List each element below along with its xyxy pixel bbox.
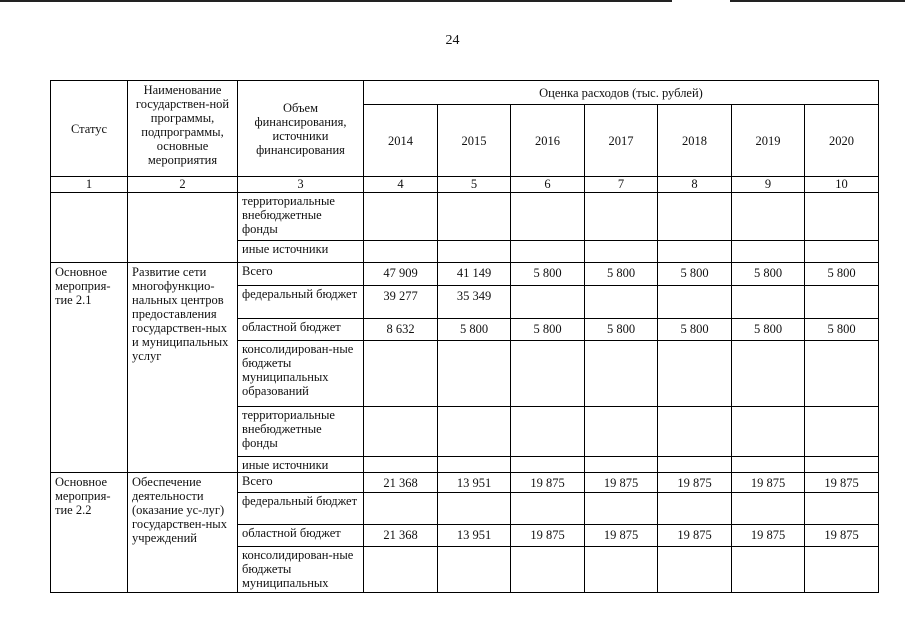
column-index: 3 bbox=[238, 177, 364, 193]
value-cell: 19 875 bbox=[732, 473, 805, 493]
value-cell: 5 800 bbox=[438, 319, 511, 341]
value-cell bbox=[658, 341, 732, 407]
value-cell: 19 875 bbox=[585, 473, 658, 493]
source-cell: иные источники bbox=[238, 241, 364, 263]
source-cell: территориальные внебюджетные фонды bbox=[238, 193, 364, 241]
value-cell bbox=[805, 493, 879, 525]
header-year: 2019 bbox=[732, 105, 805, 177]
value-cell bbox=[732, 493, 805, 525]
column-index: 4 bbox=[364, 177, 438, 193]
value-cell bbox=[585, 286, 658, 319]
value-cell bbox=[805, 341, 879, 407]
measure-status: Основное мероприя-тие 2.1 bbox=[51, 263, 128, 473]
value-cell: 5 800 bbox=[732, 263, 805, 286]
value-cell: 19 875 bbox=[732, 525, 805, 547]
column-index: 5 bbox=[438, 177, 511, 193]
value-cell: 21 368 bbox=[364, 525, 438, 547]
value-cell bbox=[511, 286, 585, 319]
value-cell: 13 951 bbox=[438, 473, 511, 493]
value-cell: 21 368 bbox=[364, 473, 438, 493]
header-volume: Объем финансирования, источники финансирования bbox=[238, 81, 364, 177]
value-cell bbox=[585, 193, 658, 241]
table-row bbox=[51, 193, 879, 241]
value-cell bbox=[585, 341, 658, 407]
value-cell bbox=[364, 193, 438, 241]
value-cell bbox=[658, 241, 732, 263]
value-cell: 39 277 bbox=[364, 286, 438, 319]
source-cell: Всего bbox=[238, 473, 364, 493]
value-cell bbox=[438, 407, 511, 457]
header-year: 2016 bbox=[511, 105, 585, 177]
value-cell: 47 909 bbox=[364, 263, 438, 286]
column-index: 10 bbox=[805, 177, 879, 193]
value-cell bbox=[438, 493, 511, 525]
value-cell: 8 632 bbox=[364, 319, 438, 341]
source-cell: Всего bbox=[238, 263, 364, 286]
header-cost-group: Оценка расходов (тыс. рублей) bbox=[364, 81, 879, 105]
header-year: 2017 bbox=[585, 105, 658, 177]
source-cell: областной бюджет bbox=[238, 319, 364, 341]
source-cell: федеральный бюджет bbox=[238, 286, 364, 319]
column-index: 7 bbox=[585, 177, 658, 193]
top-rule-left bbox=[0, 0, 672, 2]
value-cell bbox=[364, 241, 438, 263]
value-cell bbox=[585, 407, 658, 457]
source-cell: федеральный бюджет bbox=[238, 493, 364, 525]
value-cell bbox=[438, 547, 511, 593]
value-cell: 5 800 bbox=[805, 263, 879, 286]
value-cell bbox=[658, 457, 732, 473]
header-status: Статус bbox=[51, 81, 128, 177]
value-cell: 13 951 bbox=[438, 525, 511, 547]
source-cell: консолидирован-ные бюджеты муниципальных bbox=[238, 547, 364, 593]
value-cell bbox=[511, 341, 585, 407]
value-cell: 35 349 bbox=[438, 286, 511, 319]
source-cell: консолидирован-ные бюджеты муниципальных образований bbox=[238, 341, 364, 407]
value-cell bbox=[364, 407, 438, 457]
value-cell bbox=[364, 457, 438, 473]
value-cell bbox=[438, 193, 511, 241]
header-year: 2018 bbox=[658, 105, 732, 177]
column-index: 1 bbox=[51, 177, 128, 193]
value-cell bbox=[585, 457, 658, 473]
column-index: 9 bbox=[732, 177, 805, 193]
value-cell: 19 875 bbox=[805, 473, 879, 493]
value-cell bbox=[805, 286, 879, 319]
value-cell bbox=[364, 341, 438, 407]
header-year: 2020 bbox=[805, 105, 879, 177]
value-cell bbox=[805, 193, 879, 241]
value-cell bbox=[438, 341, 511, 407]
value-cell: 5 800 bbox=[805, 319, 879, 341]
table-row bbox=[51, 263, 879, 286]
value-cell: 5 800 bbox=[658, 319, 732, 341]
value-cell: 5 800 bbox=[511, 263, 585, 286]
header-year: 2014 bbox=[364, 105, 438, 177]
source-cell: иные источники bbox=[238, 457, 364, 473]
value-cell bbox=[805, 457, 879, 473]
measure-name: Обеспечение деятельности (оказание ус-луг) государствен-ных учреждений bbox=[128, 473, 238, 593]
value-cell: 19 875 bbox=[511, 473, 585, 493]
value-cell bbox=[658, 193, 732, 241]
value-cell: 19 875 bbox=[511, 525, 585, 547]
value-cell bbox=[658, 407, 732, 457]
value-cell bbox=[364, 547, 438, 593]
value-cell bbox=[732, 341, 805, 407]
value-cell bbox=[511, 241, 585, 263]
source-cell: территориальные внебюджетные фонды bbox=[238, 407, 364, 457]
value-cell bbox=[732, 407, 805, 457]
value-cell bbox=[585, 547, 658, 593]
value-cell bbox=[805, 547, 879, 593]
measure-status: Основное мероприя-тие 2.2 bbox=[51, 473, 128, 593]
value-cell: 5 800 bbox=[732, 319, 805, 341]
value-cell bbox=[511, 493, 585, 525]
value-cell: 19 875 bbox=[585, 525, 658, 547]
value-cell bbox=[805, 241, 879, 263]
column-index: 2 bbox=[128, 177, 238, 193]
financing-table bbox=[50, 80, 879, 593]
value-cell bbox=[585, 493, 658, 525]
value-cell bbox=[805, 407, 879, 457]
value-cell bbox=[732, 286, 805, 319]
value-cell: 19 875 bbox=[658, 473, 732, 493]
table-row bbox=[51, 473, 879, 493]
value-cell: 41 149 bbox=[438, 263, 511, 286]
value-cell bbox=[658, 547, 732, 593]
column-index: 6 bbox=[511, 177, 585, 193]
value-cell bbox=[658, 286, 732, 319]
value-cell bbox=[511, 457, 585, 473]
page-number: 24 bbox=[445, 33, 460, 48]
value-cell: 5 800 bbox=[585, 263, 658, 286]
status-cell bbox=[51, 193, 128, 263]
measure-name: Развитие сети многофункцио-нальных центров предоставления государствен-ных и муниципальных услуг bbox=[128, 263, 238, 473]
value-cell bbox=[511, 547, 585, 593]
value-cell: 5 800 bbox=[511, 319, 585, 341]
value-cell bbox=[585, 241, 658, 263]
value-cell bbox=[438, 457, 511, 473]
column-index-row bbox=[51, 177, 879, 193]
value-cell bbox=[732, 193, 805, 241]
value-cell: 5 800 bbox=[585, 319, 658, 341]
value-cell bbox=[658, 493, 732, 525]
value-cell bbox=[732, 457, 805, 473]
value-cell bbox=[511, 193, 585, 241]
table-body bbox=[51, 81, 879, 593]
value-cell bbox=[438, 241, 511, 263]
value-cell bbox=[732, 241, 805, 263]
value-cell: 19 875 bbox=[805, 525, 879, 547]
value-cell: 5 800 bbox=[658, 263, 732, 286]
name-cell bbox=[128, 193, 238, 263]
value-cell: 19 875 bbox=[658, 525, 732, 547]
value-cell bbox=[511, 407, 585, 457]
value-cell bbox=[732, 547, 805, 593]
value-cell bbox=[364, 493, 438, 525]
column-index: 8 bbox=[658, 177, 732, 193]
header-name: Наименование государствен-ной программы, подпрограммы, основные мероприятия bbox=[128, 81, 238, 177]
source-cell: областной бюджет bbox=[238, 525, 364, 547]
top-rule-right bbox=[730, 0, 905, 2]
header-year: 2015 bbox=[438, 105, 511, 177]
